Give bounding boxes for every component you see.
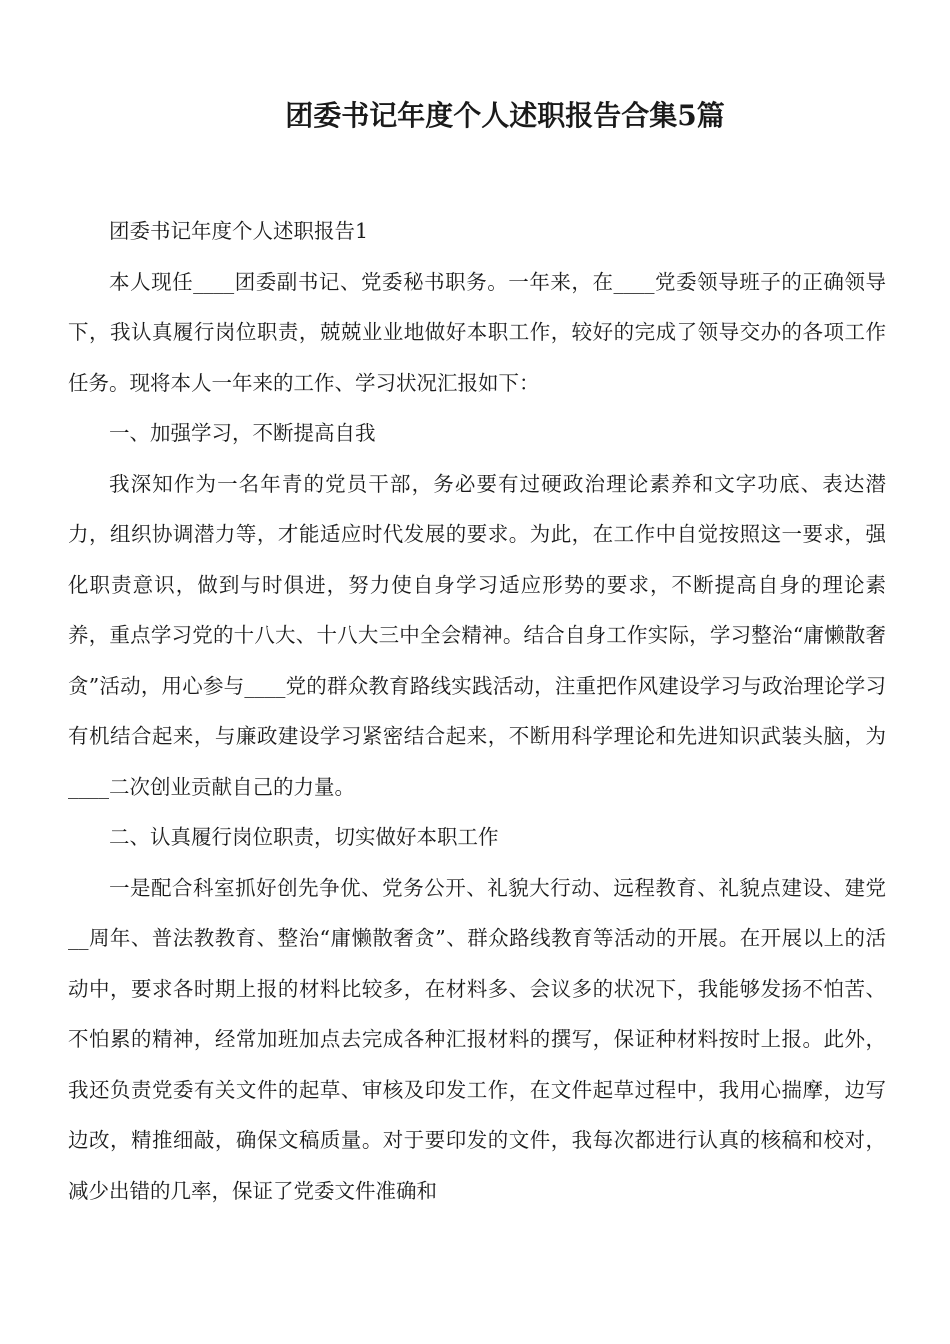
document-title: 团委书记年度个人述职报告合集5篇 (285, 99, 725, 132)
section-heading-duties: 二、认真履行岗位职责，切实做好本职工作 (109, 825, 499, 849)
section-heading-report-1: 团委书记年度个人述职报告1 (109, 219, 369, 243)
section-heading-study: 一、加强学习，不断提高自我 (109, 421, 376, 445)
paragraph-duties: 一是配合科室抓好创先争优、党务公开、礼貌大行动、远程教育、礼貌点建设、建党__周年、普法教教育、整治“庸懒散奢贪”、群众路线教育等活动的开展。在开展以上的活动中，要求各时期上报的材料比较多，在材料多、会议多的状况下，我能够发扬不怕苦、不怕累的精神，经常加班加点去完成各种汇报材料的撰写，保证种材料按时上报。此外，我还负责党委有关文件的起草、审核及印发工作，在文件起草过程中，我用心揣摩，边写边改，精推细敲，确保文稿质量。对于要印发的文件，我每次都进行认真的核稿和校对，减少出错的几率，保证了党委文件准确和 (68, 875, 886, 1203)
paragraph-intro: 本人现任____团委副书记、党委秘书职务。一年来，在____党委领导班子的正确领导下，我认真履行岗位职责，兢兢业业地做好本职工作，较好的完成了领导交办的各项工作任务。现将本人一年来的工作、学习状况汇报如下： (68, 269, 886, 395)
document-body (68, 206, 886, 1216)
paragraph-study: 我深知作为一名年青的党员干部，务必要有过硬政治理论素养和文字功底、表达潜力，组织协调潜力等，才能适应时代发展的要求。为此，在工作中自觉按照这一要求，强化职责意识，做到与时俱进，努力使自身学习适应形势的要求，不断提高自身的理论素养，重点学习党的十八大、十八大三中全会精神。结合自身工作实际，学习整治“庸懒散奢贪”活动，用心参与____党的群众教育路线实践活动，注重把作风建设学习与政治理论学习有机结合起来，与廉政建设学习紧密结合起来，不断用科学理论和先进知识武装头脑，为____二次创业贡献自己的力量。 (68, 471, 886, 799)
